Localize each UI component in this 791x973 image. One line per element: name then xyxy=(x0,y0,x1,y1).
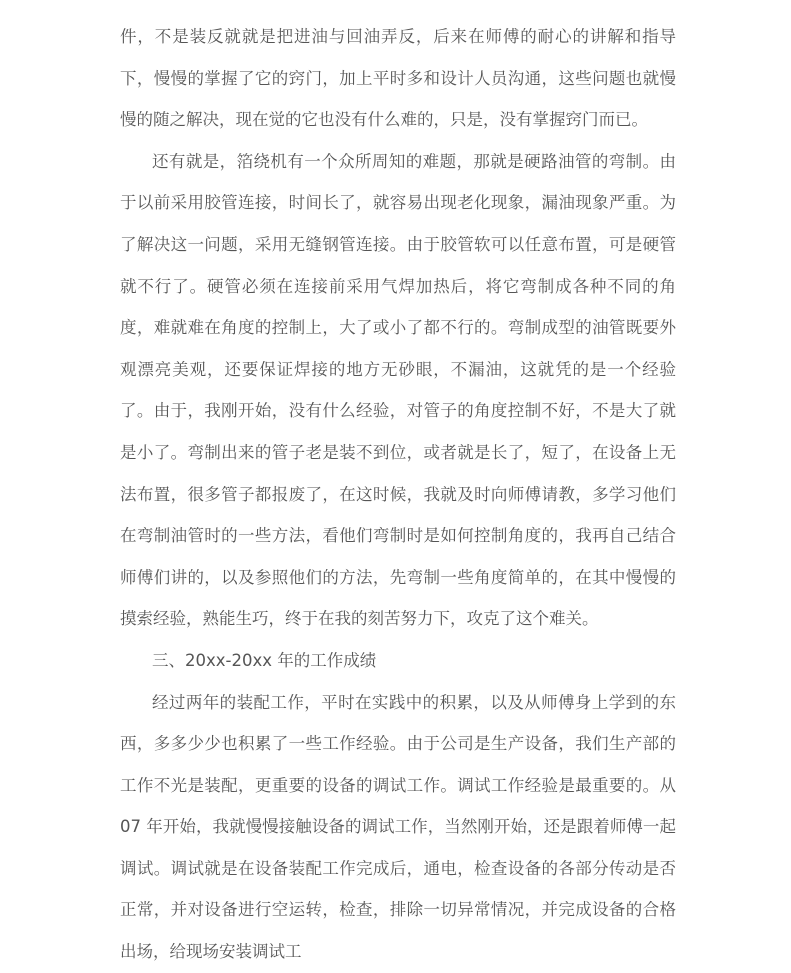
document-body xyxy=(120,16,676,973)
section-heading: 三、20xx-20xx 年的工作成绩 xyxy=(152,650,377,670)
paragraph-pipe-bending: 还有就是，箔绕机有一个众所周知的难题，那就是硬路油管的弯制。由于以前采用胶管连接，时间长了，就容易出现老化现象，漏油现象严重。为了解决这一问题，采用无缝钢管连接。由于胶管软可以任意布置，可是硬管就不行了。硬管必须在连接前采用气焊加热后，将它弯制成各种不同的角度，难就难在角度的控制上，大了或小了都不行的。弯制成型的油管既要外观漂亮美观，还要保证焊接的地方无砂眼，不漏油，这就凭的是一个经验了。由于，我刚开始，没有什么经验，对管子的角度控制不好，不是大了就是小了。弯制出来的管子老是装不到位，或者就是长了，短了，在设备上无法布置，很多管子都报废了，在这时候，我就及时向师傅请教，多学习他们在弯制油管时的一些方法，看他们弯制时是如何控制角度的，我再自己结合师傅们讲的，以及参照他们的方法，先弯制一些角度简单的，在其中慢慢的摸索经验，熟能生巧，终于在我的刻苦努力下，攻克了这个难关。 xyxy=(120,151,676,629)
paragraph-work-results: 经过两年的装配工作，平时在实践中的积累，以及从师傅身上学到的东西，多多少少也积累了一些工作经验。由于公司是生产设备，我们生产部的工作不光是装配，更重要的设备的调试工作。调试工作经验是最重要的。从 07 年开始，我就慢慢接触设备的调试工作，当然刚开始，还是跟着师傅一起调试。调试就是在设备装配工作完成后，通电，检查设备的各部分传动是否正常，并对设备进行空运转，检查，排除一切异常情况，并完成设备的合格出场，给现场安装调试工 xyxy=(120,692,676,962)
paragraph-continuation: 件，不是装反就就是把进油与回油弄反，后来在师傅的耐心的讲解和指导下，慢慢的掌握了它的窍门，加上平时多和设计人员沟通，这些问题也就慢慢的随之解决，现在觉的它也没有什么难的，只是，没有掌握窍门而已。 xyxy=(120,27,676,130)
